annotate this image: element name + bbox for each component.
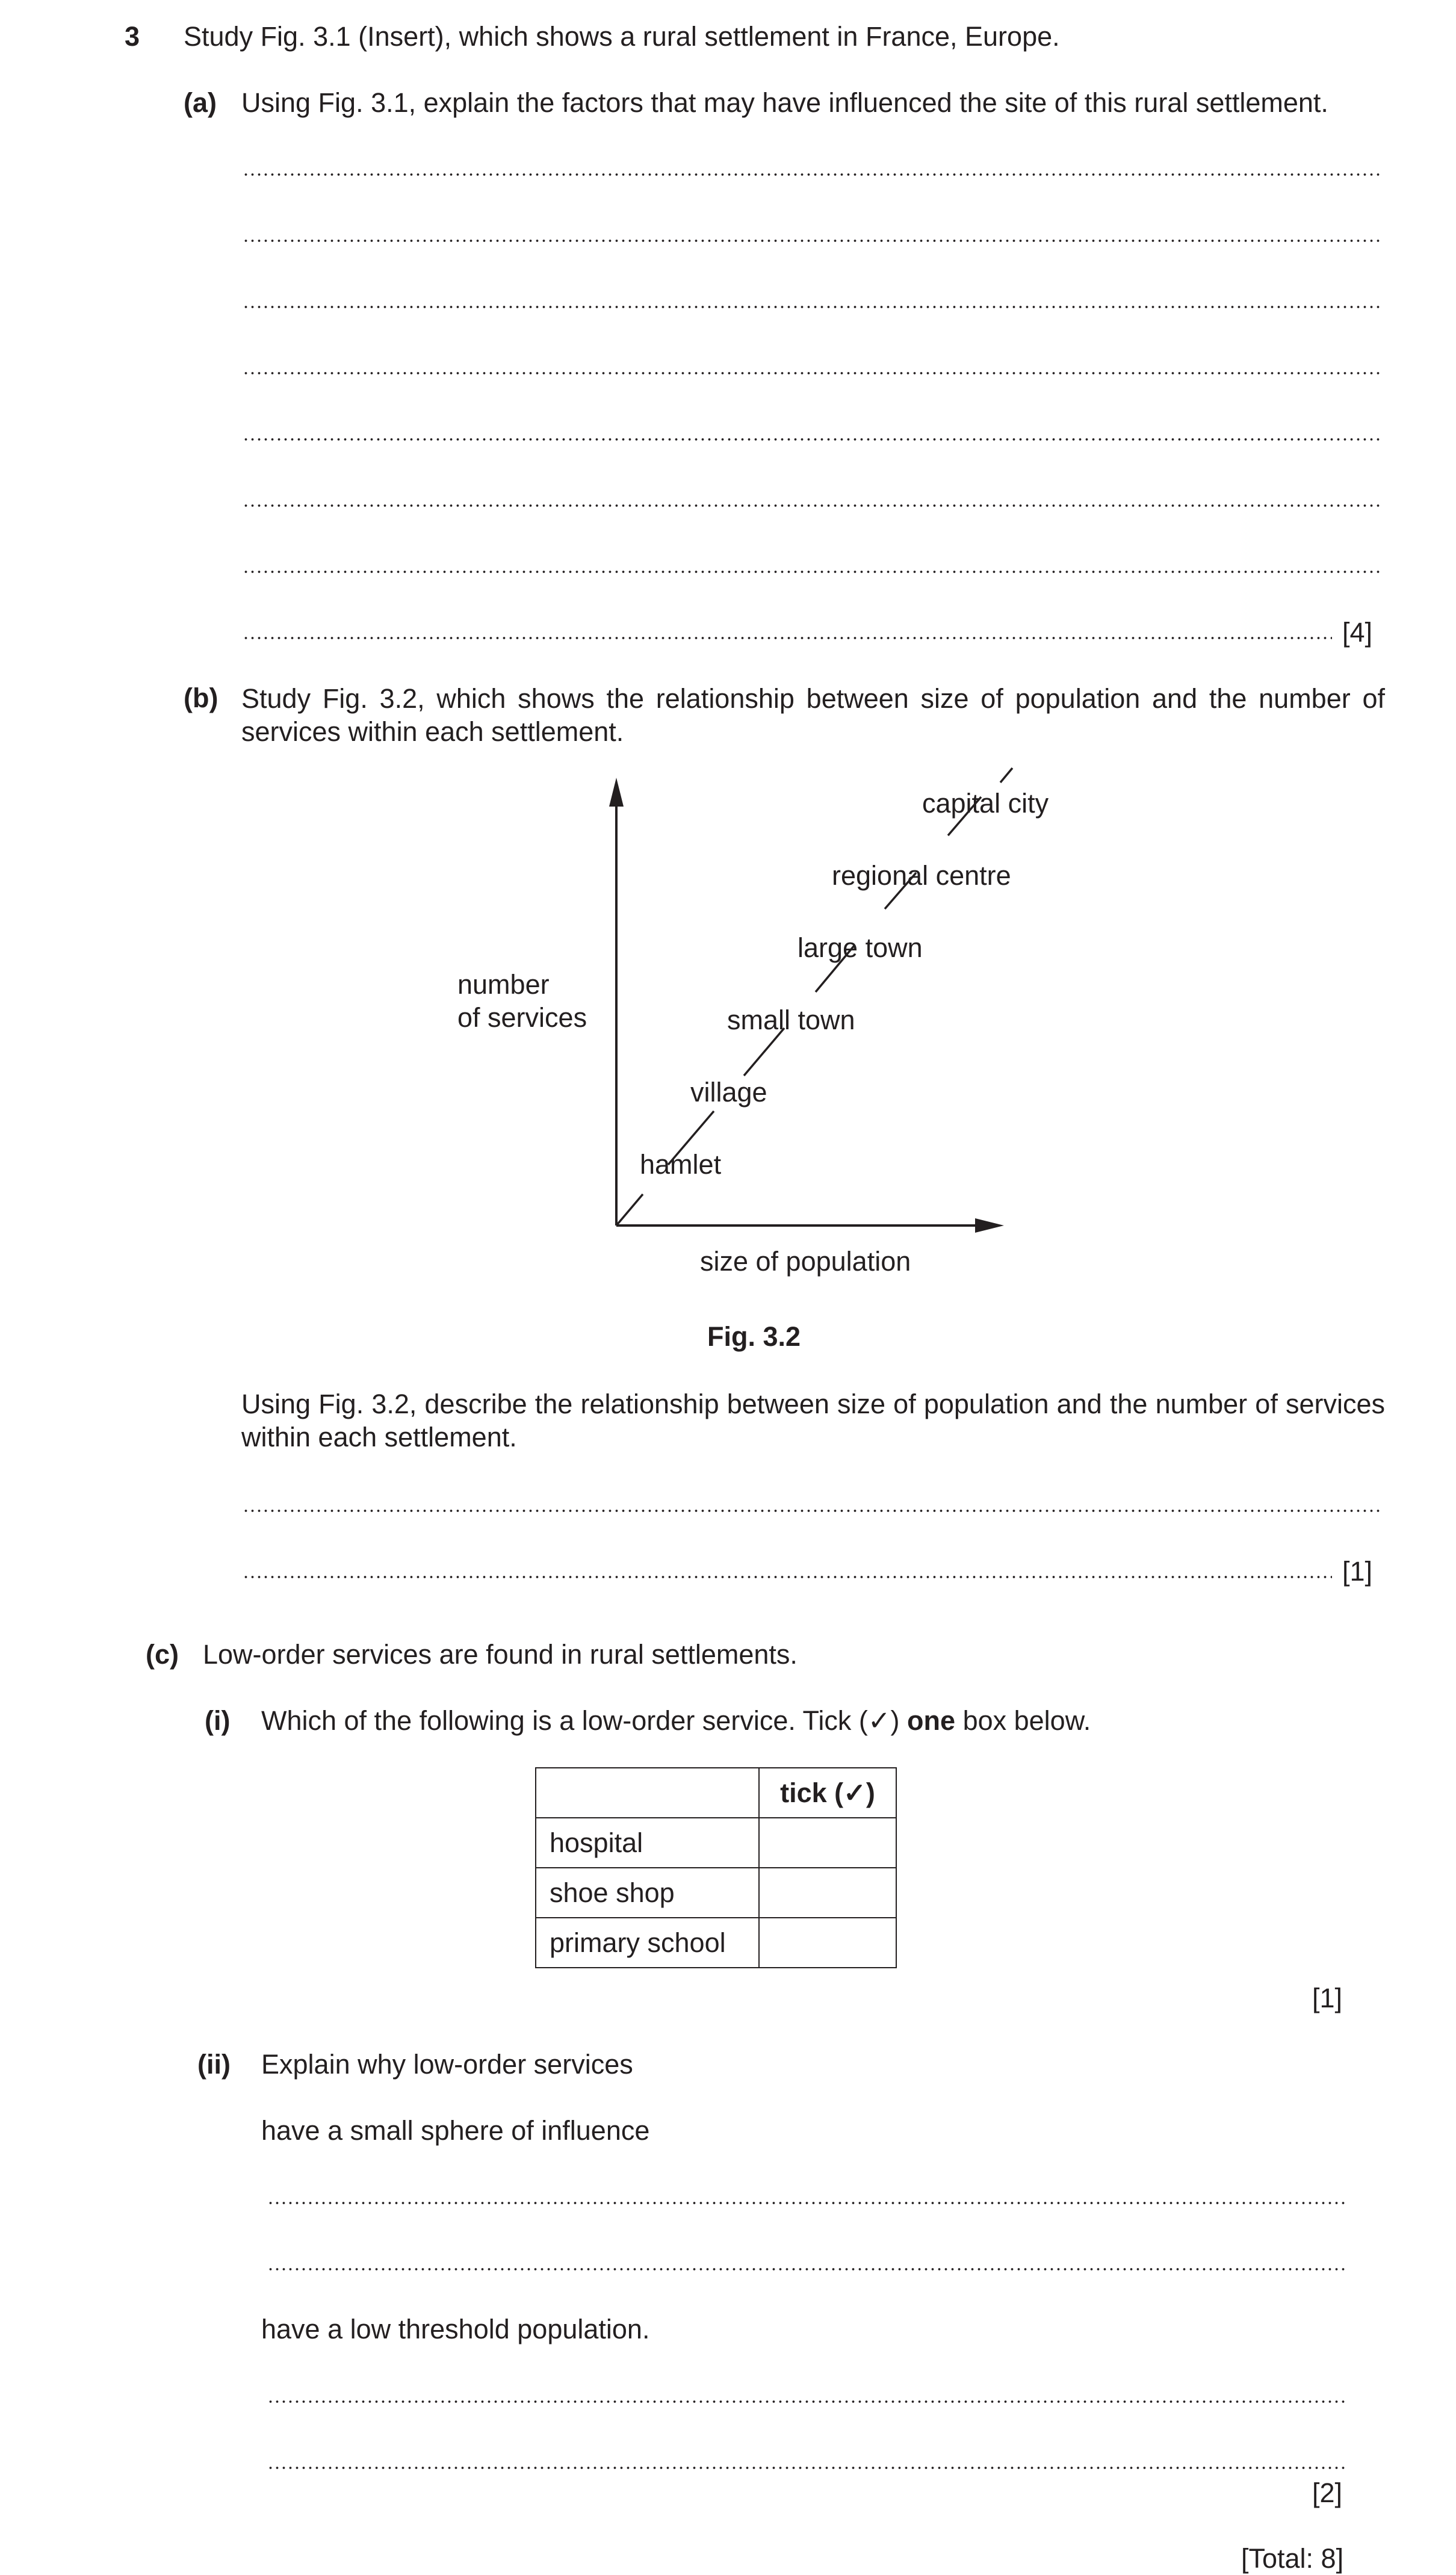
answer-line-c-ii-4[interactable] xyxy=(267,2466,1346,2470)
part-c-ii-prompt-threshold: have a low threshold population. xyxy=(261,2314,650,2344)
answer-line-c-ii-1[interactable] xyxy=(267,2201,1346,2205)
label-large-town: large town xyxy=(798,932,923,963)
figure-caption: Fig. 3.2 xyxy=(707,1321,801,1352)
part-c-label: (c) xyxy=(146,1639,179,1670)
x-axis-arrowhead xyxy=(975,1218,1004,1233)
part-c-i-label: (i) xyxy=(205,1705,231,1736)
question-number: 3 xyxy=(125,21,140,52)
question-intro: Study Fig. 3.1 (Insert), which shows a rural settlement in France, Europe. xyxy=(184,21,1060,52)
y-axis-label-line2: of services xyxy=(457,1002,587,1033)
tick-table-header-row xyxy=(536,1768,896,1818)
y-axis-label-line1: number xyxy=(457,969,550,1000)
label-regional-centre: regional centre xyxy=(832,860,1011,891)
label-village: village xyxy=(690,1077,767,1108)
answer-line-b2[interactable] xyxy=(243,1575,1332,1579)
part-c-ii-prompt-sphere: have a small sphere of influence xyxy=(261,2115,650,2146)
tick-table-corner xyxy=(536,1768,759,1818)
answer-line-c-ii-2[interactable] xyxy=(267,2267,1346,2271)
option-shoe-shop: shoe shop xyxy=(536,1868,759,1918)
table-row xyxy=(536,1868,896,1918)
part-b-label: (b) xyxy=(184,683,218,713)
option-hospital: hospital xyxy=(536,1818,759,1868)
tick-table xyxy=(535,1767,897,1968)
part-b-question: Using Fig. 3.2, describe the relationship between size of population and the number of services within each settlement. xyxy=(241,1389,1385,1452)
table-row xyxy=(536,1918,896,1968)
part-a-label: (a) xyxy=(184,87,217,118)
y-axis-arrowhead xyxy=(609,778,624,807)
part-b-marks: [1] xyxy=(1342,1556,1373,1587)
answer-line-c-ii-3[interactable] xyxy=(267,2400,1346,2403)
label-capital-city: capital city xyxy=(922,788,1049,819)
tick-box-hospital[interactable] xyxy=(759,1818,896,1868)
table-row xyxy=(536,1818,896,1868)
tick-column-header: tick (✓) xyxy=(759,1768,896,1818)
tick-box-primary-school[interactable] xyxy=(759,1918,896,1968)
part-c-intro: Low-order services are found in rural settlements. xyxy=(203,1639,798,1670)
label-hamlet: hamlet xyxy=(640,1149,722,1180)
total-marks: [Total: 8] xyxy=(1241,2543,1344,2574)
part-c-ii-marks: [2] xyxy=(1312,2477,1343,2508)
part-a-marks: [4] xyxy=(1342,617,1373,648)
part-a-question: Using Fig. 3.1, explain the factors that may have influenced the site of this rural settlement. xyxy=(241,87,1328,118)
option-primary-school: primary school xyxy=(536,1918,759,1968)
x-axis-label: size of population xyxy=(700,1246,911,1277)
label-small-town: small town xyxy=(727,1005,855,1035)
answer-line-b1[interactable] xyxy=(243,1509,1382,1513)
part-c-ii-label: (ii) xyxy=(197,2049,231,2080)
part-c-i-question: Which of the following is a low-order service. Tick (✓) one box below. xyxy=(261,1705,1091,1736)
part-c-i-marks: [1] xyxy=(1312,1983,1343,2013)
part-c-ii-question: Explain why low-order services xyxy=(261,2049,633,2080)
tick-box-shoe-shop[interactable] xyxy=(759,1868,896,1918)
part-b-intro: Study Fig. 3.2, which shows the relationship between size of population and the number of services within each settlement. xyxy=(241,683,1385,747)
